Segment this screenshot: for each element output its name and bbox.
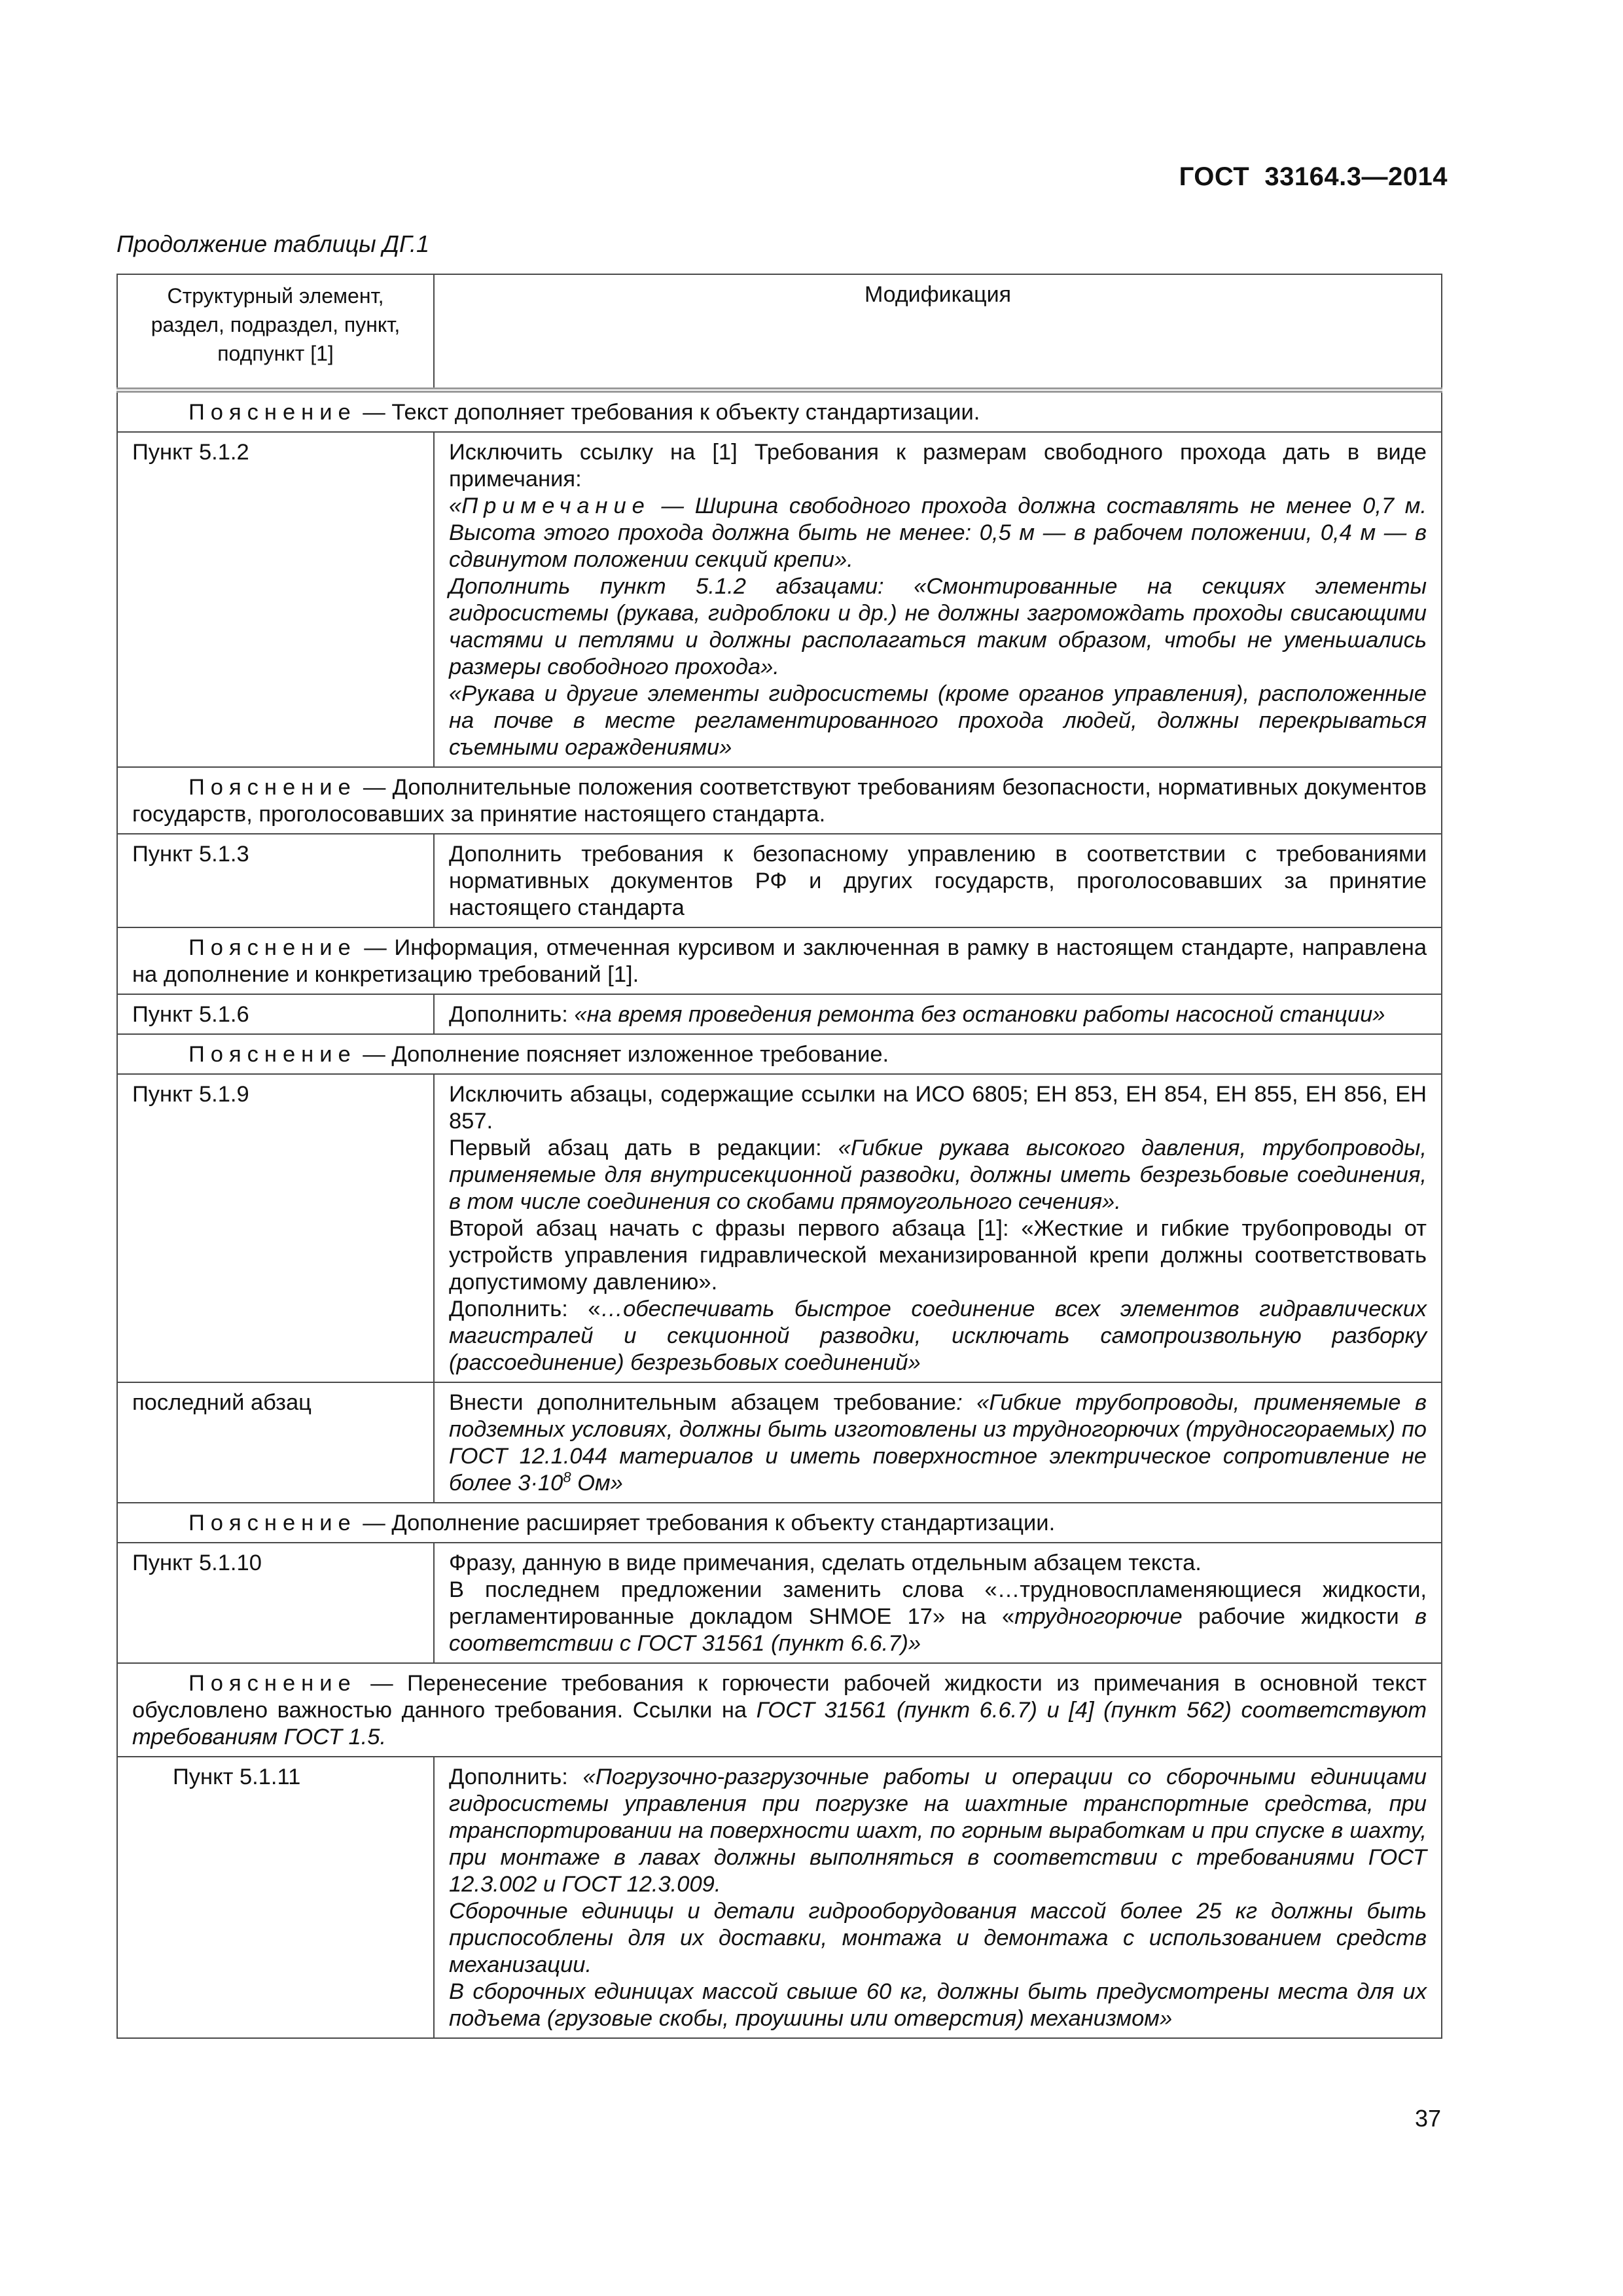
header-line: подпункт [1] <box>217 342 334 365</box>
header-line: Структурный элемент, <box>167 284 384 308</box>
modification-cell <box>434 1757 1442 2038</box>
document-code: ГОСТ 33164.3—2014 <box>1179 162 1448 191</box>
note-label: Пояснение <box>188 1511 357 1535</box>
modification-cell <box>434 432 1442 767</box>
paragraph: Дополнить: «Погрузочно-разгрузочные работы и операции со сборочными единицами гидросистемы управления при погрузке на шахтные транспортные средства, при транспортировании на поверхности шахт, по горным выработкам и при спуске в шахту, при монтаже в лавах должны выполняться в соответствии с требованиями ГОСТ 12.3.002 и ГОСТ 12.3.009. <box>449 1765 1427 1897</box>
element-cell: Пункт 5.1.2 <box>117 432 434 767</box>
element-cell: Пункт 5.1.6 <box>117 994 434 1034</box>
table-row <box>117 1382 1442 1503</box>
element-cell: Пункт 5.1.10 <box>117 1543 434 1663</box>
table-caption: Продолжение таблицы ДГ.1 <box>116 230 430 257</box>
note-dash: — <box>356 1042 392 1067</box>
table-header-row <box>117 274 1442 390</box>
paragraph-italic: «Примечание — Ширина свободного прохода должна составлять не менее 0,7 м. Высота этого прохода должна быть не менее: 0,5 м — в рабочем положении, 0,4 м — в сдвинутом положении секций крепи». <box>449 493 1427 572</box>
paragraph-italic: Дополнить пункт 5.1.2 абзацами: «Смонтированные на секциях элементы гидросистемы (рукава, гидроблоки и др.) не должны загромождать проходы свисающими частями и петлями и должны располагаться таким образом, чтобы не уменьшались размеры свободного прохода». <box>449 574 1427 679</box>
paragraph: Внести дополнительным абзацем требование: «Гибкие трубопроводы, применяемые в подземных условиях, должны быть изготовлены из трудногорючих (трудносгораемых) по ГОСТ 12.1.044 материалов и иметь поверхностное электрическое сопротивление не более $3\cdot 10^8$ Ом» <box>449 1390 1427 1496</box>
note-label: Пояснение <box>188 1671 357 1696</box>
note-dash: — <box>356 935 395 960</box>
note-cell <box>117 1663 1442 1757</box>
modification-cell <box>434 1074 1442 1382</box>
note-label: Пояснение <box>188 400 357 425</box>
note-row <box>117 767 1442 834</box>
note-dash: — <box>356 1511 392 1535</box>
note-label: Пояснение <box>188 935 357 960</box>
note-row <box>117 1034 1442 1074</box>
page-number: 37 <box>1414 2105 1441 2132</box>
element-cell: Пункт 5.1.3 <box>117 834 434 927</box>
note-dash: — <box>356 1671 407 1696</box>
note-cell <box>117 1034 1442 1074</box>
note-text: Перенесение требования к горючести рабочей жидкости из примечания в основной текст обусловлено важностью данного требования. Ссылки на <box>132 1671 1427 1723</box>
paragraph: Дополнить требования к безопасному управлению в соответствии с требованиями нормативных документов РФ и других государств, проголосовавших за принятие настоящего стандарта <box>449 842 1427 920</box>
table-row <box>117 432 1442 767</box>
note-text: Информация, отмеченная курсивом и заключенная в рамку в настоящем стандарте, направлена на дополнение и конкретизацию требований [1]. <box>132 935 1427 987</box>
modifications-table <box>116 274 1442 2039</box>
note-dash: — <box>356 775 393 800</box>
paragraph-italic: «Рукава и другие элементы гидросистемы (кроме органов управления), расположенные на почве в месте регламентированного прохода людей, должны перекрываться съемными ограждениями» <box>449 681 1427 760</box>
paragraph: Исключить ссылку на [1] Требования к размерам свободного прохода дать в виде примечания: <box>449 440 1427 492</box>
paragraph-italic: Сборочные единицы и детали гидрооборудования массой более 25 кг должны быть приспособлены для их доставки, монтажа и демонтажа с использованием средств механизации. <box>449 1899 1427 1977</box>
paragraph: Первый абзац дать в редакции: «Гибкие рукава высокого давления, трубопроводы, применяемые для внутрисекционной разводки, должны иметь безрезьбовые соединения, в том числе соединения со скобами прямоугольного сечения». <box>449 1136 1427 1214</box>
col-modification-header: Модификация <box>434 274 1442 390</box>
header-line: раздел, подраздел, пункт, <box>151 313 401 336</box>
modification-cell <box>434 994 1442 1034</box>
modification-cell <box>434 1382 1442 1503</box>
modification-cell <box>434 834 1442 927</box>
paragraph: Дополнить: «на время проведения ремонта без остановки работы насосной станции» <box>449 1002 1385 1027</box>
paragraph: Фразу, данную в виде примечания, сделать отдельным абзацем текста. <box>449 1551 1202 1575</box>
note-row <box>117 390 1442 432</box>
paragraph: Второй абзац начать с фразы первого абзаца [1]: «Жесткие и гибкие трубопроводы от устройств управления гидравлической механизированной крепи должны соответствовать допустимому давлению». <box>449 1216 1427 1295</box>
note-text: Текст дополняет требования к объекту стандартизации. <box>391 400 980 425</box>
note-cell <box>117 1503 1442 1543</box>
note-text: Дополнительные положения соответствуют требованиям безопасности, нормативных документов государств, проголосовавших за принятие настоящего стандарта. <box>132 775 1427 827</box>
note-row <box>117 1503 1442 1543</box>
exponent: 8 <box>563 1469 571 1486</box>
note-row <box>117 927 1442 994</box>
note-row <box>117 1663 1442 1757</box>
element-cell: Пункт 5.1.11 <box>117 1757 434 2038</box>
paragraph: Исключить абзацы, содержащие ссылки на ИСО 6805; ЕН 853, ЕН 854, ЕН 855, ЕН 856, ЕН 857. <box>449 1082 1427 1134</box>
table-row <box>117 1543 1442 1663</box>
note-text: Дополнение поясняет изложенное требование. <box>391 1042 889 1067</box>
paragraph: Дополнить: «…обеспечивать быстрое соединение всех элементов гидравлических магистралей и секционной разводки, исключать самопроизвольную разборку (рассоединение) безрезьбовых соединений» <box>449 1297 1427 1375</box>
table-row <box>117 1757 1442 2038</box>
table-row <box>117 994 1442 1034</box>
note-text-italic: ГОСТ 31561 (пункт 6.6.7) и [4] (пункт 562) соответствуют требованиям ГОСТ 1.5. <box>132 1698 1427 1749</box>
element-cell: последний абзац <box>117 1382 434 1503</box>
modification-cell <box>434 1543 1442 1663</box>
note-label: Пояснение <box>188 775 357 800</box>
note-cell <box>117 927 1442 994</box>
inline-note-label: Примечание <box>461 493 651 518</box>
table-row <box>117 834 1442 927</box>
paragraph: В последнем предложении заменить слова «…трудновоспламеняющиеся жидкости, регламентированные докладом SHMOE 17» на «трудногорючие рабочие жидкости в соответствии с ГОСТ 31561 (пункт 6.6.7)» <box>449 1577 1427 1656</box>
note-label: Пояснение <box>188 1042 357 1067</box>
note-dash: — <box>356 400 392 425</box>
note-cell <box>117 390 1442 432</box>
note-text: Дополнение расширяет требования к объекту стандартизации. <box>391 1511 1056 1535</box>
element-cell: Пункт 5.1.9 <box>117 1074 434 1382</box>
paragraph-italic: В сборочных единицах массой свыше 60 кг, должны быть предусмотрены места для их подъема (грузовые скобы, проушины или отверстия) механизмом» <box>449 1979 1427 2031</box>
table-row <box>117 1074 1442 1382</box>
note-cell <box>117 767 1442 834</box>
col-structural-element-header <box>117 274 434 390</box>
